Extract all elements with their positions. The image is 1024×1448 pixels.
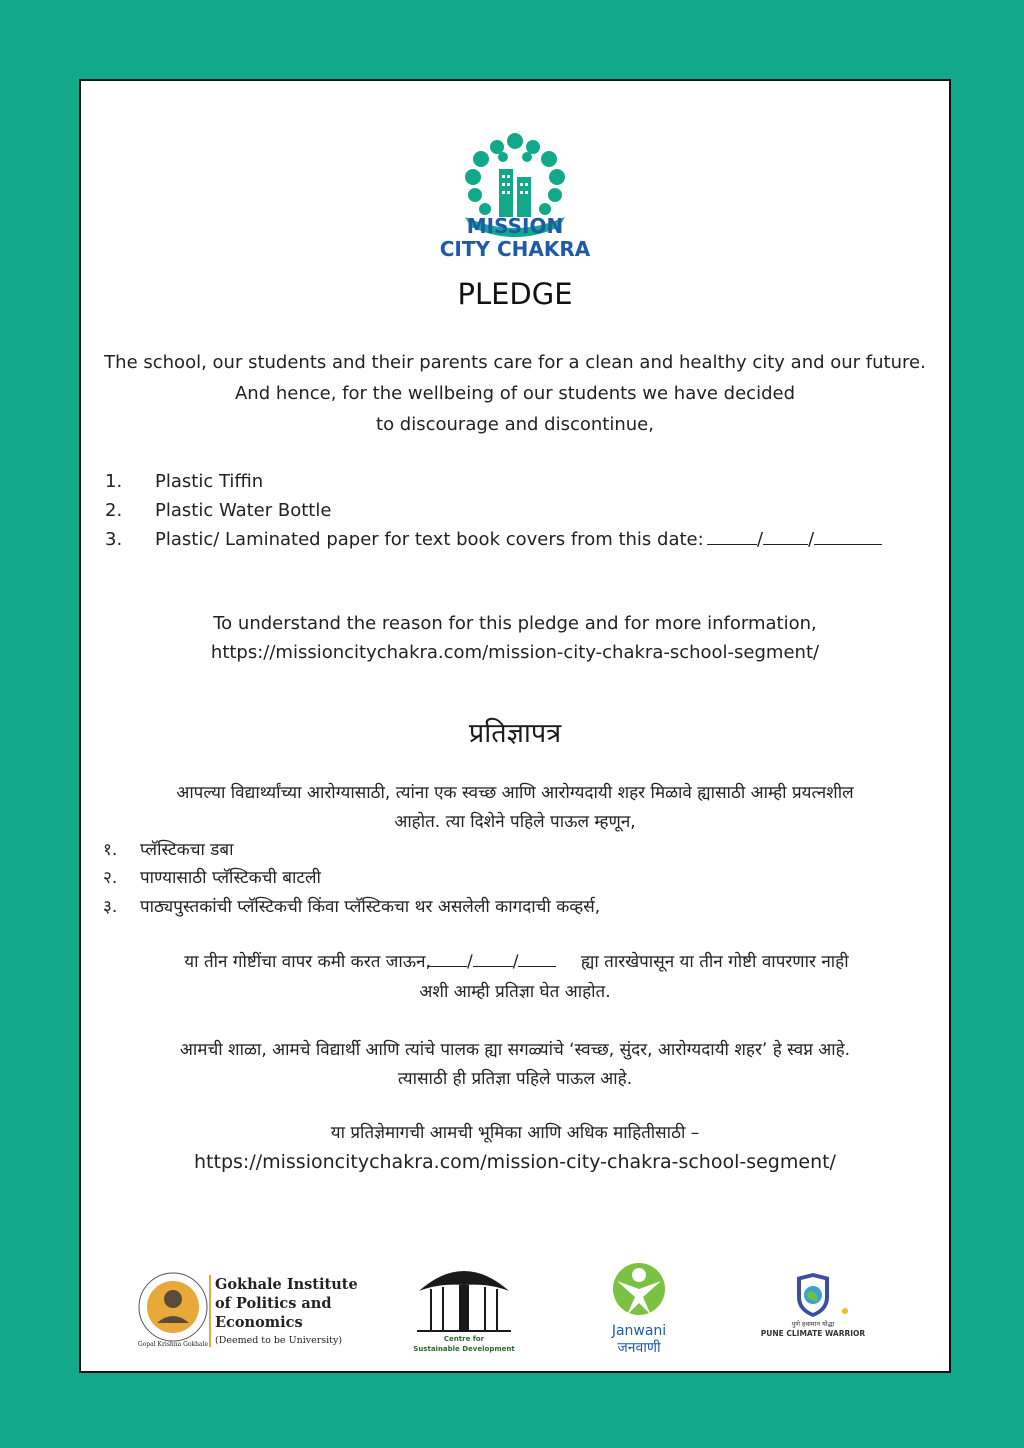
- csd-line-2: Sustainable Development: [413, 1345, 515, 1353]
- date-slash: /: [512, 952, 519, 972]
- pledge-title: PLEDGE: [457, 277, 573, 311]
- janwani-logo: [597, 1259, 681, 1363]
- pune-climate-warrior-logo: [753, 1273, 873, 1353]
- english-intro-line-2: And hence, for the wellbeing of our students we have decided: [234, 383, 795, 404]
- list-number: २.: [103, 868, 118, 888]
- logo-text-city-chakra: CITY CHAKRA: [439, 237, 591, 261]
- janwani-mr: जनवाणी: [617, 1340, 661, 1356]
- english-date-field[interactable]: [707, 525, 887, 554]
- banyan-tree-icon: [409, 1261, 519, 1333]
- english-intro-line-3: to discourage and discontinue,: [376, 414, 654, 435]
- marathi-intro-line-1: आपल्या विद्यार्थ्यांच्या आरोग्यासाठी, त्यांना एक स्वच्छ आणि आरोग्यदायी शहर मिळावे ह्यासाठी आम्ही प्रयत्नशील: [176, 783, 854, 803]
- pcw-mr: पुणे हवामान योद्धा: [791, 1320, 835, 1328]
- marathi-date-field[interactable]: [427, 947, 567, 977]
- gipe-logo: [133, 1267, 358, 1357]
- date-slash: /: [808, 529, 815, 550]
- csd-logo: [409, 1261, 519, 1361]
- csd-line-1: Centre for: [443, 1335, 485, 1343]
- english-list-item-1: [105, 467, 925, 496]
- gipe-emblem-caption: Gopal Krishna Gokhale: [137, 1341, 209, 1348]
- list-text: Plastic Water Bottle: [155, 500, 332, 521]
- shield-globe-icon: [753, 1273, 873, 1317]
- english-list-item-2: [105, 496, 925, 525]
- marathi-list-item-2: [103, 863, 923, 893]
- marathi-list-item-1: [103, 835, 923, 865]
- marathi-intro-line-2: आहोत. त्या दिशेने पहिले पाऊल म्हणून,: [394, 812, 636, 832]
- gipe-deemed: (Deemed to be University): [215, 1335, 343, 1346]
- janwani-figure-icon: [597, 1259, 681, 1321]
- pcw-en: PUNE CLIMATE WARRIOR: [760, 1329, 866, 1338]
- marathi-info-line: या प्रतिज्ञेमागची आमची भूमिका आणि अधिक माहितीसाठी –: [330, 1123, 700, 1143]
- gipe-name-line-3: Economics: [215, 1314, 303, 1331]
- english-intro-line-1: The school, our students and their parents care for a clean and healthy city and our future.: [104, 352, 926, 373]
- english-info-line: To understand the reason for this pledge and for more information,: [213, 613, 817, 634]
- marathi-list-item-3: [103, 892, 923, 922]
- list-number: १.: [103, 840, 118, 860]
- list-number: ३.: [103, 897, 118, 917]
- gipe-name-line-2: of Politics and: [215, 1295, 332, 1312]
- list-text: Plastic/ Laminated paper for text book covers from this date:: [155, 529, 704, 550]
- date-slash: /: [467, 952, 473, 972]
- marathi-title: प्रतिज्ञापत्र: [468, 718, 562, 749]
- gipe-name-line-1: Gokhale Institute: [215, 1276, 358, 1293]
- marathi-pledge-line-2: अशी आम्ही प्रतिज्ञा घेत आहोत.: [419, 982, 611, 1002]
- date-slash: /: [757, 529, 764, 550]
- list-number: 2.: [105, 500, 123, 521]
- marathi-pledge-after: ह्या तारखेपासून या तीन गोष्टी वापरणार नाही: [581, 952, 849, 972]
- janwani-en: Janwani: [611, 1323, 667, 1339]
- english-info-url[interactable]: https://missioncitychakra.com/mission-city-chakra-school-segment/: [210, 642, 820, 663]
- list-number: 1.: [105, 471, 123, 492]
- gipe-emblem-icon: [133, 1267, 213, 1351]
- list-text: Plastic Tiffin: [155, 471, 264, 492]
- marathi-dream-line-1: आमची शाळा, आमचे विद्यार्थी आणि त्यांचे पालक ह्या सगळ्यांचे ‘स्वच्छ, सुंदर, आरोग्यदायी शहर’ हे स्वप्न आहे.: [179, 1040, 851, 1060]
- list-text: पाण्यासाठी प्लॅस्टिकची बाटली: [140, 868, 321, 888]
- list-number: 3.: [105, 529, 123, 550]
- list-text: प्लॅस्टिकचा डबा: [140, 840, 234, 860]
- logo-text-mission: MISSION: [466, 214, 564, 238]
- marathi-dream-line-2: त्यासाठी ही प्रतिज्ञा पहिले पाऊल आहे.: [397, 1069, 633, 1089]
- mission-city-chakra-tree-icon: [435, 121, 595, 301]
- marathi-info-url[interactable]: https://missioncitychakra.com/mission-city-chakra-school-segment/: [194, 1151, 836, 1173]
- list-text: पाठ्यपुस्तकांची प्लॅस्टिकची किंवा प्लॅस्टिकचा थर असलेली कागदाची कव्हर्स,: [140, 897, 601, 917]
- pledge-sheet: [79, 79, 951, 1373]
- marathi-pledge-before: या तीन गोष्टींचा वापर कमी करत जाऊन,: [184, 952, 431, 972]
